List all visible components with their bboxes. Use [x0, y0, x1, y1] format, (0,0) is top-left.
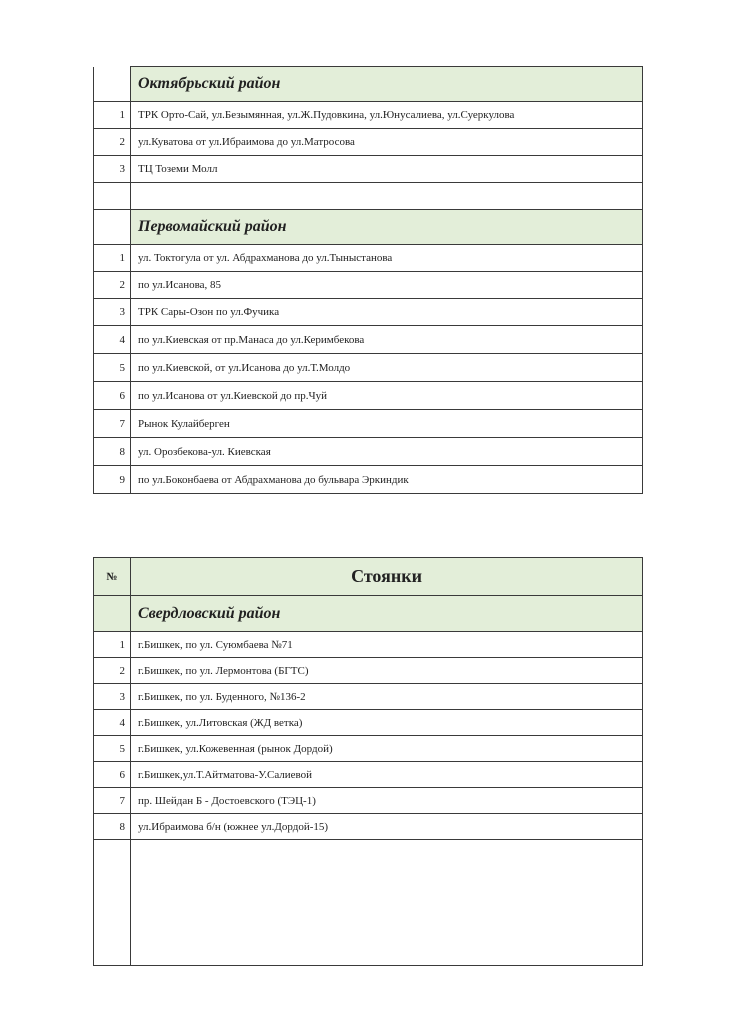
district-header-row — [94, 596, 643, 632]
row-text: по ул.Исанова, 85 — [131, 272, 643, 299]
table-parking-stoyanki — [93, 557, 643, 966]
row-text: ТРК Орто-Сай, ул.Безымянная, ул.Ж.Пудовкина, ул.Юнусалиева, ул.Суеркулова — [131, 102, 643, 129]
row-number: 3 — [94, 156, 131, 183]
row-text — [131, 183, 643, 210]
table-row — [94, 102, 643, 129]
table-row — [94, 658, 643, 684]
row-text: ул. Токтогула от ул. Абдрахманова до ул.Тыныстанова — [131, 245, 643, 272]
table-row — [94, 632, 643, 658]
row-number: 4 — [94, 710, 131, 736]
row-text: г.Бишкек, по ул. Лермонтова (БГТС) — [131, 658, 643, 684]
table-row — [94, 736, 643, 762]
row-number: 8 — [94, 438, 131, 466]
empty-cell — [131, 840, 643, 966]
row-text: по ул.Исанова от ул.Киевской до пр.Чуй — [131, 382, 643, 410]
row-number: 7 — [94, 788, 131, 814]
empty-cell — [94, 67, 131, 102]
table-header-row — [94, 558, 643, 596]
row-text: г.Бишкек, по ул. Суюмбаева №71 — [131, 632, 643, 658]
district-title: Первомайский район — [131, 210, 643, 245]
row-text: г.Бишкек,ул.Т.Айтматова-У.Салиевой — [131, 762, 643, 788]
row-text: ул.Ибраимова б/н (южнее ул.Дордой-15) — [131, 814, 643, 840]
row-text: г.Бишкек, ул.Кожевенная (рынок Дордой) — [131, 736, 643, 762]
table-row — [94, 156, 643, 183]
table-row — [94, 762, 643, 788]
table-row — [94, 183, 643, 210]
row-number: 3 — [94, 299, 131, 326]
table-row — [94, 245, 643, 272]
district-title: Свердловский район — [131, 596, 643, 632]
row-number: 8 — [94, 814, 131, 840]
row-number: 2 — [94, 129, 131, 156]
row-number: 3 — [94, 684, 131, 710]
district-header-row — [94, 67, 643, 102]
row-number: 9 — [94, 466, 131, 494]
row-text: ул.Куватова от ул.Ибраимова до ул.Матросова — [131, 129, 643, 156]
row-text: Рынок Кулайберген — [131, 410, 643, 438]
row-number: 1 — [94, 102, 131, 129]
row-number: 6 — [94, 762, 131, 788]
table-row — [94, 410, 643, 438]
row-number: 1 — [94, 632, 131, 658]
table-row — [94, 438, 643, 466]
row-text: по ул.Боконбаева от Абдрахманова до бульвара Эркиндик — [131, 466, 643, 494]
row-number — [94, 183, 131, 210]
table-row — [94, 272, 643, 299]
row-text: по ул.Киевская от пр.Манаса до ул.Керимбекова — [131, 326, 643, 354]
table-row — [94, 466, 643, 494]
row-text: г.Бишкек, ул.Литовская (ЖД ветка) — [131, 710, 643, 736]
row-text: ул. Орозбекова-ул. Киевская — [131, 438, 643, 466]
district-title: Октябрьский район — [131, 67, 643, 102]
district-header-row — [94, 210, 643, 245]
row-number: 5 — [94, 354, 131, 382]
row-text: пр. Шейдан Б - Достоевского (ТЭЦ-1) — [131, 788, 643, 814]
section-title: Стоянки — [131, 558, 643, 596]
row-number: 5 — [94, 736, 131, 762]
table-row-empty — [94, 840, 643, 966]
row-number: 2 — [94, 272, 131, 299]
empty-cell — [94, 596, 131, 632]
table-row — [94, 382, 643, 410]
table-row — [94, 299, 643, 326]
table-row — [94, 814, 643, 840]
table-parking-zones-1 — [93, 66, 643, 494]
row-text: ТРК Сары-Озон по ул.Фучика — [131, 299, 643, 326]
table-row — [94, 710, 643, 736]
row-number: 4 — [94, 326, 131, 354]
number-column-header: № — [94, 558, 131, 596]
table-row — [94, 129, 643, 156]
row-number: 1 — [94, 245, 131, 272]
empty-cell — [94, 210, 131, 245]
row-text: г.Бишкек, по ул. Буденного, №136-2 — [131, 684, 643, 710]
table-row — [94, 684, 643, 710]
row-text: ТЦ Тоземи Молл — [131, 156, 643, 183]
empty-cell — [94, 840, 131, 966]
table-row — [94, 788, 643, 814]
row-number: 7 — [94, 410, 131, 438]
row-text: по ул.Киевской, от ул.Исанова до ул.Т.Молдо — [131, 354, 643, 382]
row-number: 2 — [94, 658, 131, 684]
table-row — [94, 326, 643, 354]
row-number: 6 — [94, 382, 131, 410]
table-row — [94, 354, 643, 382]
